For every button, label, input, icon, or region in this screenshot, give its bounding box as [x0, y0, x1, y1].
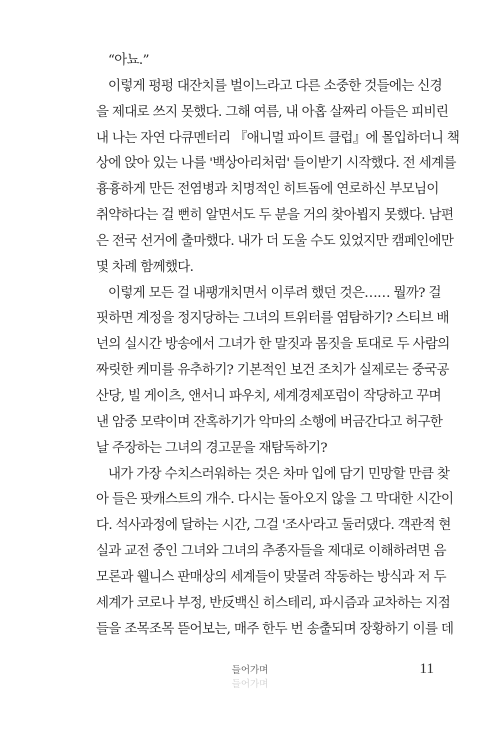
- text-line: 이렇게 모든 걸 내팽개치면서 이루려 했던 것은…… 뭘까? 걸: [108, 285, 441, 301]
- text-line: 세계가 코로나 부정, 반反백신 히스테리, 파시즘과 교차하는 지점: [96, 595, 451, 611]
- text-line: 날 주장하는 그녀의 경고문을 재탐독하기?: [96, 440, 327, 456]
- text-line: 낸 암중 모략이며 잔혹하기가 악마의 소행에 버금간다고 허구한: [96, 414, 443, 430]
- running-footer-title: 들어가며: [231, 665, 269, 676]
- running-footer-title-faded: 들어가며: [231, 679, 269, 690]
- text-line: 상에 앉아 있는 나를 '백상아리처럼' 들이받기 시작했다. 전 세계를: [96, 156, 456, 172]
- text-line: 아 들은 팟캐스트의 개수. 다시는 돌아오지 않을 그 막대한 시간이: [96, 492, 454, 508]
- text-line: 몇 차례 함께했다.: [96, 259, 194, 275]
- text-line: 실과 교전 중인 그녀와 그녀의 추종자들을 제대로 이해하려면 음: [96, 544, 446, 560]
- text-line: 들을 조목조목 뜯어보는, 매주 한두 번 송출되며 장황하기 이를 데: [96, 621, 454, 637]
- text-line: 모론과 웰니스 판매상의 세계들이 맞물려 작동하는 방식과 저 두: [96, 569, 446, 585]
- text-line: 내 나는 자연 다큐멘터리 『애니멀 파이트 클럽』에 몰입하더니 책: [96, 130, 460, 146]
- text-line: 다. 석사과정에 달하는 시간, 그걸 '조사'라고 둘러댔다. 객관적 현: [96, 518, 451, 534]
- body-text: [96, 48, 460, 642]
- text-line: 넌의 실시간 방송에서 그녀가 한 말짓과 몸짓을 토대로 두 사람의: [96, 337, 450, 353]
- text-line: 이렇게 펑펑 대잔치를 벌이느라고 다른 소중한 것들에는 신경: [108, 78, 442, 94]
- page-number: 11: [419, 661, 434, 677]
- text-line: 짜릿한 케미를 유추하기? 기본적인 보건 조치가 실제로는 중국공: [96, 363, 449, 379]
- text-line: 핏하면 계정을 정지당하는 그녀의 트위터를 염탐하기? 스티브 배: [96, 311, 449, 327]
- text-line: 을 제대로 쓰지 못했다. 그해 여름, 내 아홉 살짜리 아들은 피비린: [96, 104, 449, 120]
- dialogue-line: “아뇨.”: [108, 53, 149, 68]
- text-line: 은 전국 선거에 출마했다. 내가 더 도울 수도 있었지만 캠페인에만: [96, 233, 454, 249]
- text-line: 흉흉하게 만든 전염병과 치명적인 히트돔에 연로하신 부모님이: [96, 182, 439, 198]
- text-line: 내가 가장 수치스러워하는 것은 차마 입에 담기 민망할 만큼 찾: [108, 466, 450, 482]
- text-line: 산당, 빌 게이츠, 앤서니 파우치, 세계경제포럼이 작당하고 꾸며: [96, 388, 441, 404]
- text-line: 취약하다는 걸 뻔히 알면서도 두 분을 거의 찾아뵙지 못했다. 남편: [96, 208, 454, 224]
